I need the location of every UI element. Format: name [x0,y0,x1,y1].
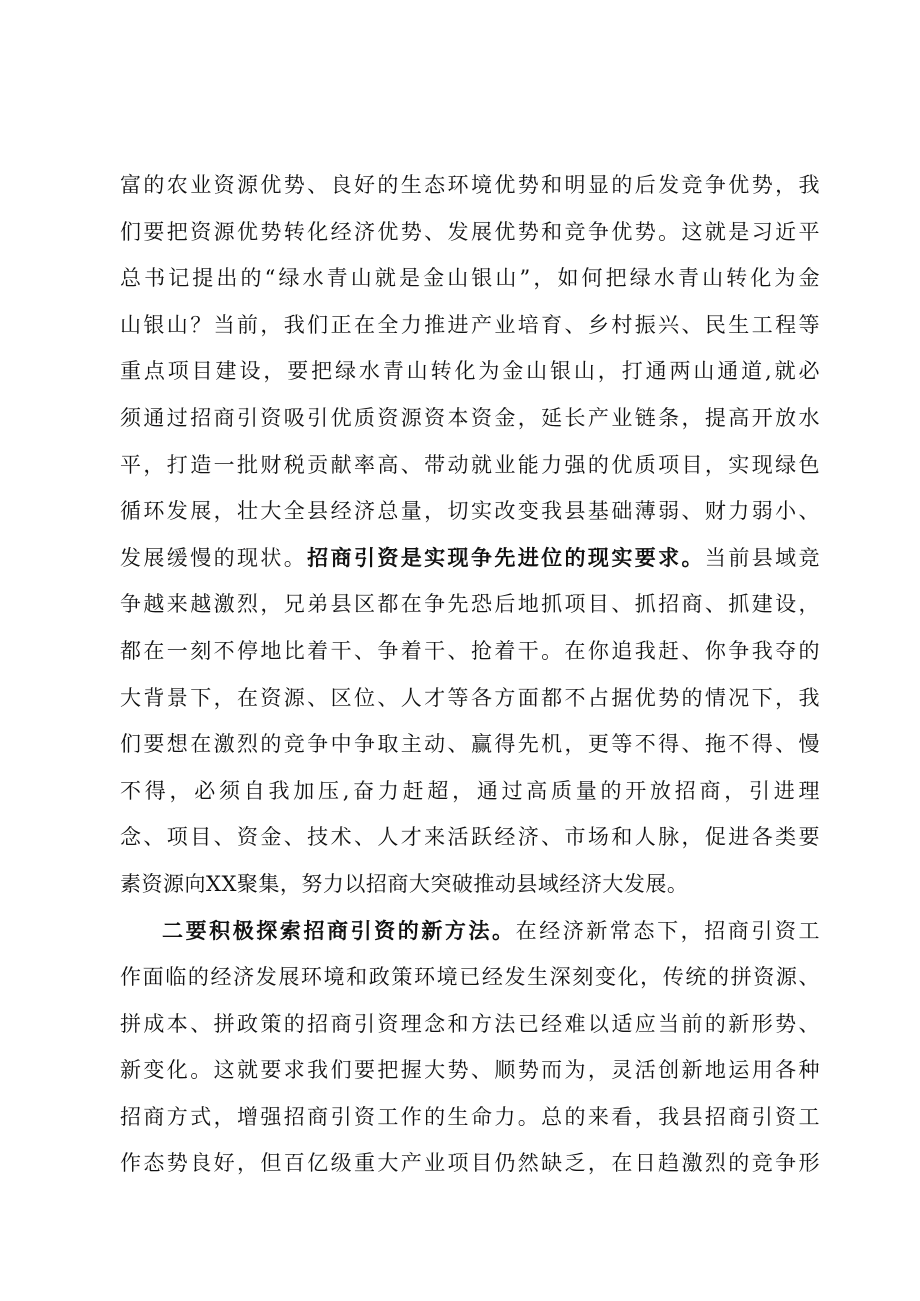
body-text [120,162,820,1187]
paragraph-line: 山银山？当前，我们正在全力推进产业培育、乡村振兴、民生工程等 [120,312,820,337]
paragraph-line: 平，打造一批财税贡献率高、带动就业能力强的优质项目，实现绿色 [120,452,820,477]
paragraph-line: 作面临的经济发展环境和政策环境已经发生深刻变化，传统的拼资源、 [120,965,820,990]
bold-subheading: 招商引资是实现争先进位的现实要求。 [307,544,705,570]
paragraph-line: 须通过招商引资吸引优质资源资本资金，延长产业链条，提高开放水 [120,405,820,430]
paragraph-line: 作态势良好，但百亿级重大产业项目仍然缺乏，在日趋激烈的竞争形 [120,1151,820,1176]
line-text: 在经济新常态下，招商引资工 [515,918,821,943]
paragraph-line-with-heading [120,535,820,582]
paragraph-line: 总书记提出的“绿水青山就是金山银山”，如何把绿水青山转化为金 [120,266,820,291]
paragraph-line: 们要把资源优势转化经济优势、发展优势和竞争优势。这就是习近平 [120,219,820,244]
line-text: 当前县域竞 [704,545,821,570]
paragraph-line: 们要想在激烈的竞争中争取主动、赢得先机，更等不得、拖不得、慢 [120,732,820,757]
paragraph-line-with-heading [120,908,820,955]
paragraph-line: 都在一刻不停地比着干、争着干、抢着干。在你追我赶、你争我夺的 [120,638,820,663]
paragraph-line: 招商方式，增强招商引资工作的生命力。总的来看，我县招商引资工 [120,1104,820,1129]
paragraph-line: 素资源向XX聚集，努力以招商大突破推动县域经济大发展。 [120,871,689,896]
paragraph-line: 拼成本、拼政策的招商引资理念和方法已经难以适应当前的新形势、 [120,1011,820,1036]
paragraph-line: 重点项目建设，要把绿水青山转化为金山银山，打通两山通道,就必 [120,359,820,384]
line-text: 发展缓慢的现状。 [120,545,308,570]
paragraph-line: 富的农业资源优势、良好的生态环境优势和明显的后发竞争优势，我 [120,173,820,197]
section-heading: 二要积极探索招商引资的新方法。 [162,917,516,943]
paragraph-line: 争越来越激烈，兄弟县区都在争先恐后地抓项目、抓招商、抓建设， [120,592,820,617]
paragraph-line: 不得，必须自我加压,奋力赶超，通过高质量的开放招商，引进理 [120,778,820,803]
paragraph-line: 新变化。这就要求我们要把握大势、顺势而为，灵活创新地运用各种 [120,1058,820,1083]
paragraph-line: 循环发展，壮大全县经济总量，切实改变我县基础薄弱、财力弱小、 [120,499,820,524]
paragraph-line: 念、项目、资金、技术、人才来活跃经济、市场和人脉，促进各类要 [120,825,820,850]
paragraph-line: 大背景下，在资源、区位、人才等各方面都不占据优势的情况下，我 [120,685,820,710]
